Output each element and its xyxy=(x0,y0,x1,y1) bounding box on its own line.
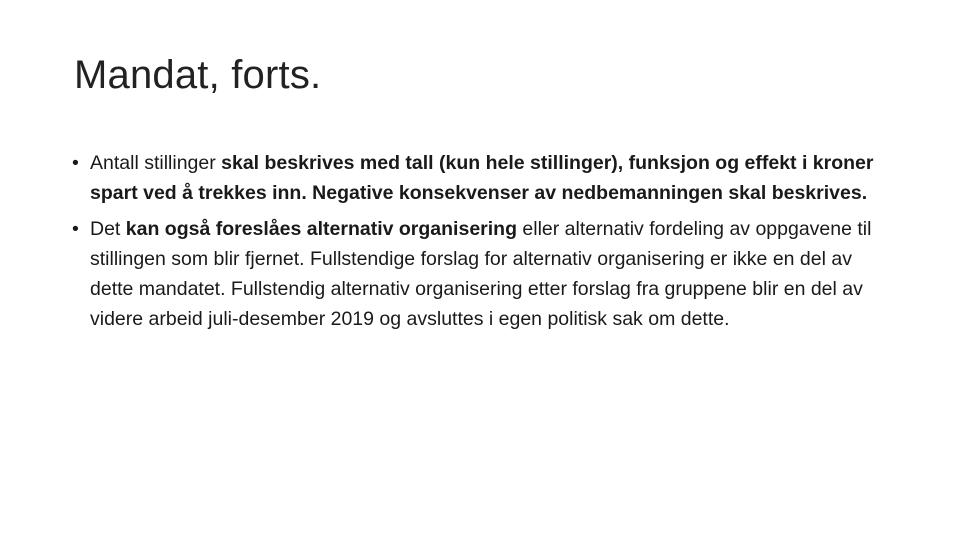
bullet-item-1 xyxy=(72,148,884,208)
slide-title: Mandat, forts. xyxy=(74,53,322,97)
bullet-2-text-regular-end: eller alternativ fordeling av oppgavene til stillingen som blir fjernet. Fullstendige forslag for alternativ organisering er ikke en del av dette mandatet. Fullstendig alternativ organisering etter forslag fra gruppene blir en del av videre arbeid juli-desember 2019 og avsluttes i egen politisk sak om dette. xyxy=(90,218,872,330)
bullet-2-text-bold: kan også foreslåes alternativ organisering xyxy=(125,218,517,240)
bullet-item-2 xyxy=(72,214,884,334)
bullet-marker: • xyxy=(72,152,79,174)
bullet-2-text-regular-start: Det xyxy=(90,218,126,240)
bullet-1-text-bold: skal beskrives med tall (kun hele stillinger), funksjon og effekt i kroner spart ved å trekkes inn. Negative konsekvenser av nedbemanningen skal beskrives. xyxy=(90,152,874,204)
bullet-list xyxy=(72,148,884,340)
bullet-1-text-regular: Antall stillinger xyxy=(90,152,222,174)
bullet-marker: • xyxy=(72,218,79,240)
